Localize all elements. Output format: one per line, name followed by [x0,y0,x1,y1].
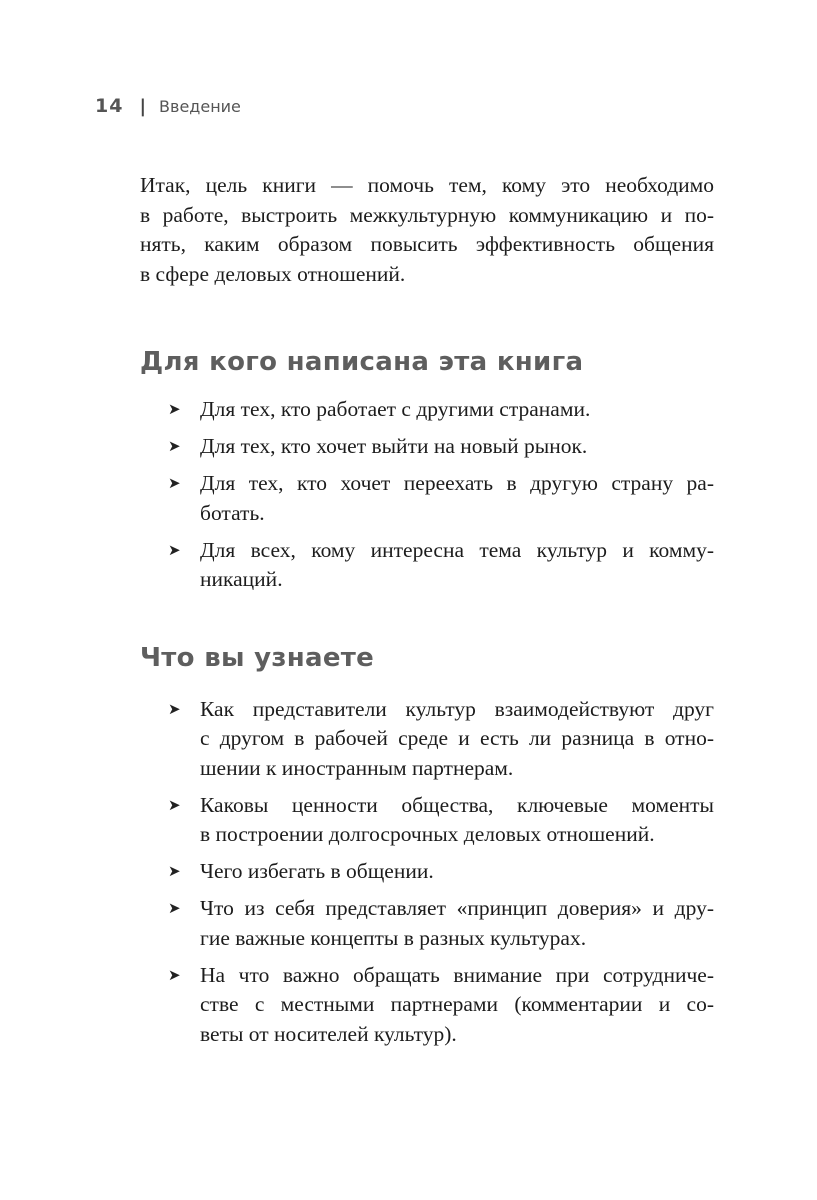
running-header [95,95,241,117]
audience-list [140,395,714,595]
text-line: Каковы ценности общества, ключевые моменты [200,792,714,817]
text-line: с другом в рабочей среде и есть ли разница в отно- [200,726,714,750]
page-content [140,171,714,1057]
text-line: в построении долгосрочных деловых отношений. [200,822,655,846]
text-line: ботать. [200,500,265,525]
text-line: нять, каким образом повысить эффективность общения [140,232,714,256]
text-line: На что важно обращать внимание при сотрудниче- [200,962,714,987]
text-line: стве с местными партнерами (комментарии и со- [200,992,714,1016]
list-item [140,791,714,850]
section-heading-learn: Что вы узнаете [140,642,375,673]
list-item [140,695,714,784]
arrowhead-bullet-icon: ➤ [168,899,181,917]
text-line: Для тех, кто работает с другими странами. [200,397,591,421]
arrowhead-bullet-icon: ➤ [168,474,181,492]
arrowhead-bullet-icon: ➤ [168,965,181,984]
text-line: Как представители культур взаимодействуют друг [200,696,714,721]
list-item [140,857,714,887]
list-item [140,432,714,462]
list-item [140,961,714,1050]
text-line: Что из себя представляет «принцип доверия» и дру- [200,896,714,920]
arrowhead-bullet-icon: ➤ [168,400,181,418]
text-line: никаций. [200,567,283,591]
arrowhead-bullet-icon: ➤ [168,540,181,559]
section-heading-audience: Для кого написана эта книга [140,347,584,377]
text-line: шении к иностранным партнерам. [200,755,514,780]
list-item [140,894,714,953]
list-item [140,469,714,528]
arrowhead-bullet-icon: ➤ [168,862,181,880]
text-line: Чего избегать в общении. [200,859,434,883]
text-line: Для тех, кто хочет выйти на новый рынок. [200,434,588,458]
text-line: гие важные концепты в разных культурах. [200,925,587,950]
page-number: 14 [95,95,124,117]
text-line: Для всех, кому интересна тема культур и комму- [200,537,714,562]
text-line: Для тех, кто хочет переехать в другую страну ра- [200,471,714,495]
arrowhead-bullet-icon: ➤ [168,795,181,814]
arrowhead-bullet-icon: ➤ [168,699,181,718]
text-line: в работе, выстроить межкультурную коммуникацию и по- [140,202,714,227]
text-line: Итак, цель книги — помочь тем, кому это необходимо [140,173,714,197]
text-line: веты от носителей культур). [200,1021,457,1046]
intro-paragraph [140,171,714,289]
list-item [140,536,714,595]
header-separator: | [139,95,147,117]
text-line: в сфере деловых отношений. [140,261,406,286]
list-item [140,395,714,425]
learn-list [140,695,714,1050]
arrowhead-bullet-icon: ➤ [168,437,181,455]
chapter-title: Введение [159,96,241,116]
